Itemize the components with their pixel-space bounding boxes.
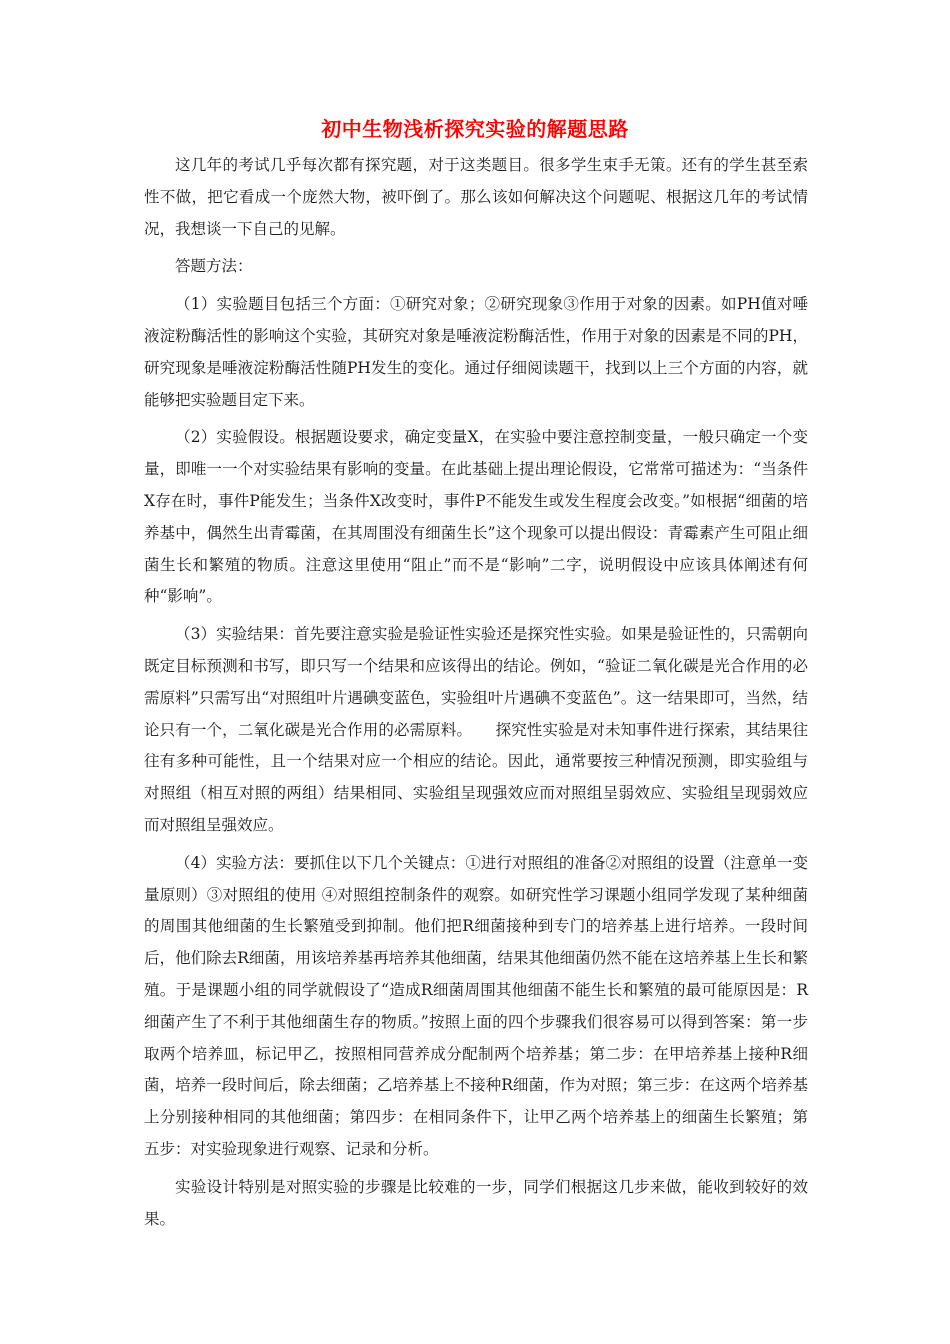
paragraph-point-1: （1）实验题目包括三个方面：①研究对象；②研究现象③作用于对象的因素。如PH值对唾液淀粉酶活性的影响这个实验，其研究对象是唾液淀粉酶活性，作用于对象的因素是不同的PH，研究现象是唾液淀粉酶活性随PH发生的变化。通过仔细阅读题干，找到以上三个方面的内容，就能够把实验题目定下来。 bbox=[144, 295, 808, 409]
paragraph-method-heading: 答题方法： bbox=[175, 257, 253, 276]
paragraph-conclusion: 实验设计特别是对照实验的步骤是比较难的一步，同学们根据这几步来做，能收到较好的效果。 bbox=[144, 1177, 808, 1228]
paragraph-point-2: （2）实验假设。根据题设要求，确定变量X，在实验中要注意控制变量，一般只确定一个变量，即唯一一个对实验结果有影响的变量。在此基础上提出理论假设，它常常可描述为：“当条件X存在时，事件P能发生；当条件X改变时，事件P不能发生或发生程度会改变。”如根据“细菌的培养基中，偶然生出青霉菌，在其周围没有细菌生长”这个现象可以提出假设：青霉素产生可阻止细菌生长和繁殖的物质。注意这里使用“阻止”而不是“影响”二字，说明假设中应该具体阐述有何种“影响”。 bbox=[144, 428, 808, 606]
paragraph-point-4: （4）实验方法：要抓住以下几个关键点：①进行对照组的准备②对照组的设置（注意单一变量原则）③对照组的使用 ④对照组控制条件的观察。如研究性学习课题小组同学发现了某种细菌的周围其他细菌的生长繁殖受到抑制。他们把R细菌接种到专门的培养基上进行培养。一段时间后，他们除去R细菌，用该培养基再培养其他细菌，结果其他细菌仍然不能在这培养基上生长和繁殖。于是课题小组的同学就假设了“造成R细菌周围其他细菌不能生长和繁殖的最可能原因是：R细菌产生了不利于其他细菌生存的物质。”按照上面的四个步骤我们很容易可以得到答案：第一步取两个培养皿，标记甲乙，按照相同营养成分配制两个培养基；第二步：在甲培养基上接种R细菌，培养一段时间后，除去细菌；乙培养基上不接种R细菌，作为对照；第三步：在这两个培养基上分别接种相同的其他细菌；第四步：在相同条件下，让甲乙两个培养基上的细菌生长繁殖；第五步：对实验现象进行观察、记录和分析。 bbox=[144, 853, 808, 1158]
document-title: 初中生物浅析探究实验的解题思路 bbox=[321, 117, 629, 141]
paragraph-point-3: （3）实验结果：首先要注意实验是验证性实验还是探究性实验。如果是验证性的，只需朝向既定目标预测和书写，即只写一个结果和应该得出的结论。例如，“验证二氧化碳是光合作用的必需原料”只需写出“对照组叶片遇碘变蓝色，实验组叶片遇碘不变蓝色”。这一结果即可，当然，结论只有一个，二氧化碳是光合作用的必需原料。 探究性实验是对未知事件进行探索，其结果往往有多种可能性，且一个结果对应一个相应的结论。因此，通常要按三种情况预测，即实验组与对照组（相互对照的两组）结果相同、实验组呈现强效应而对照组呈弱效应、实验组呈现弱效应而对照组呈强效应。 bbox=[144, 625, 808, 834]
paragraph-intro: 这几年的考试几乎每次都有探究题，对于这类题目。很多学生束手无策。还有的学生甚至索性不做，把它看成一个庞然大物，被吓倒了。那么该如何解决这个问题呢、根据这几年的考试情况，我想谈一下自己的见解。 bbox=[144, 156, 808, 238]
document-body bbox=[144, 150, 808, 1235]
